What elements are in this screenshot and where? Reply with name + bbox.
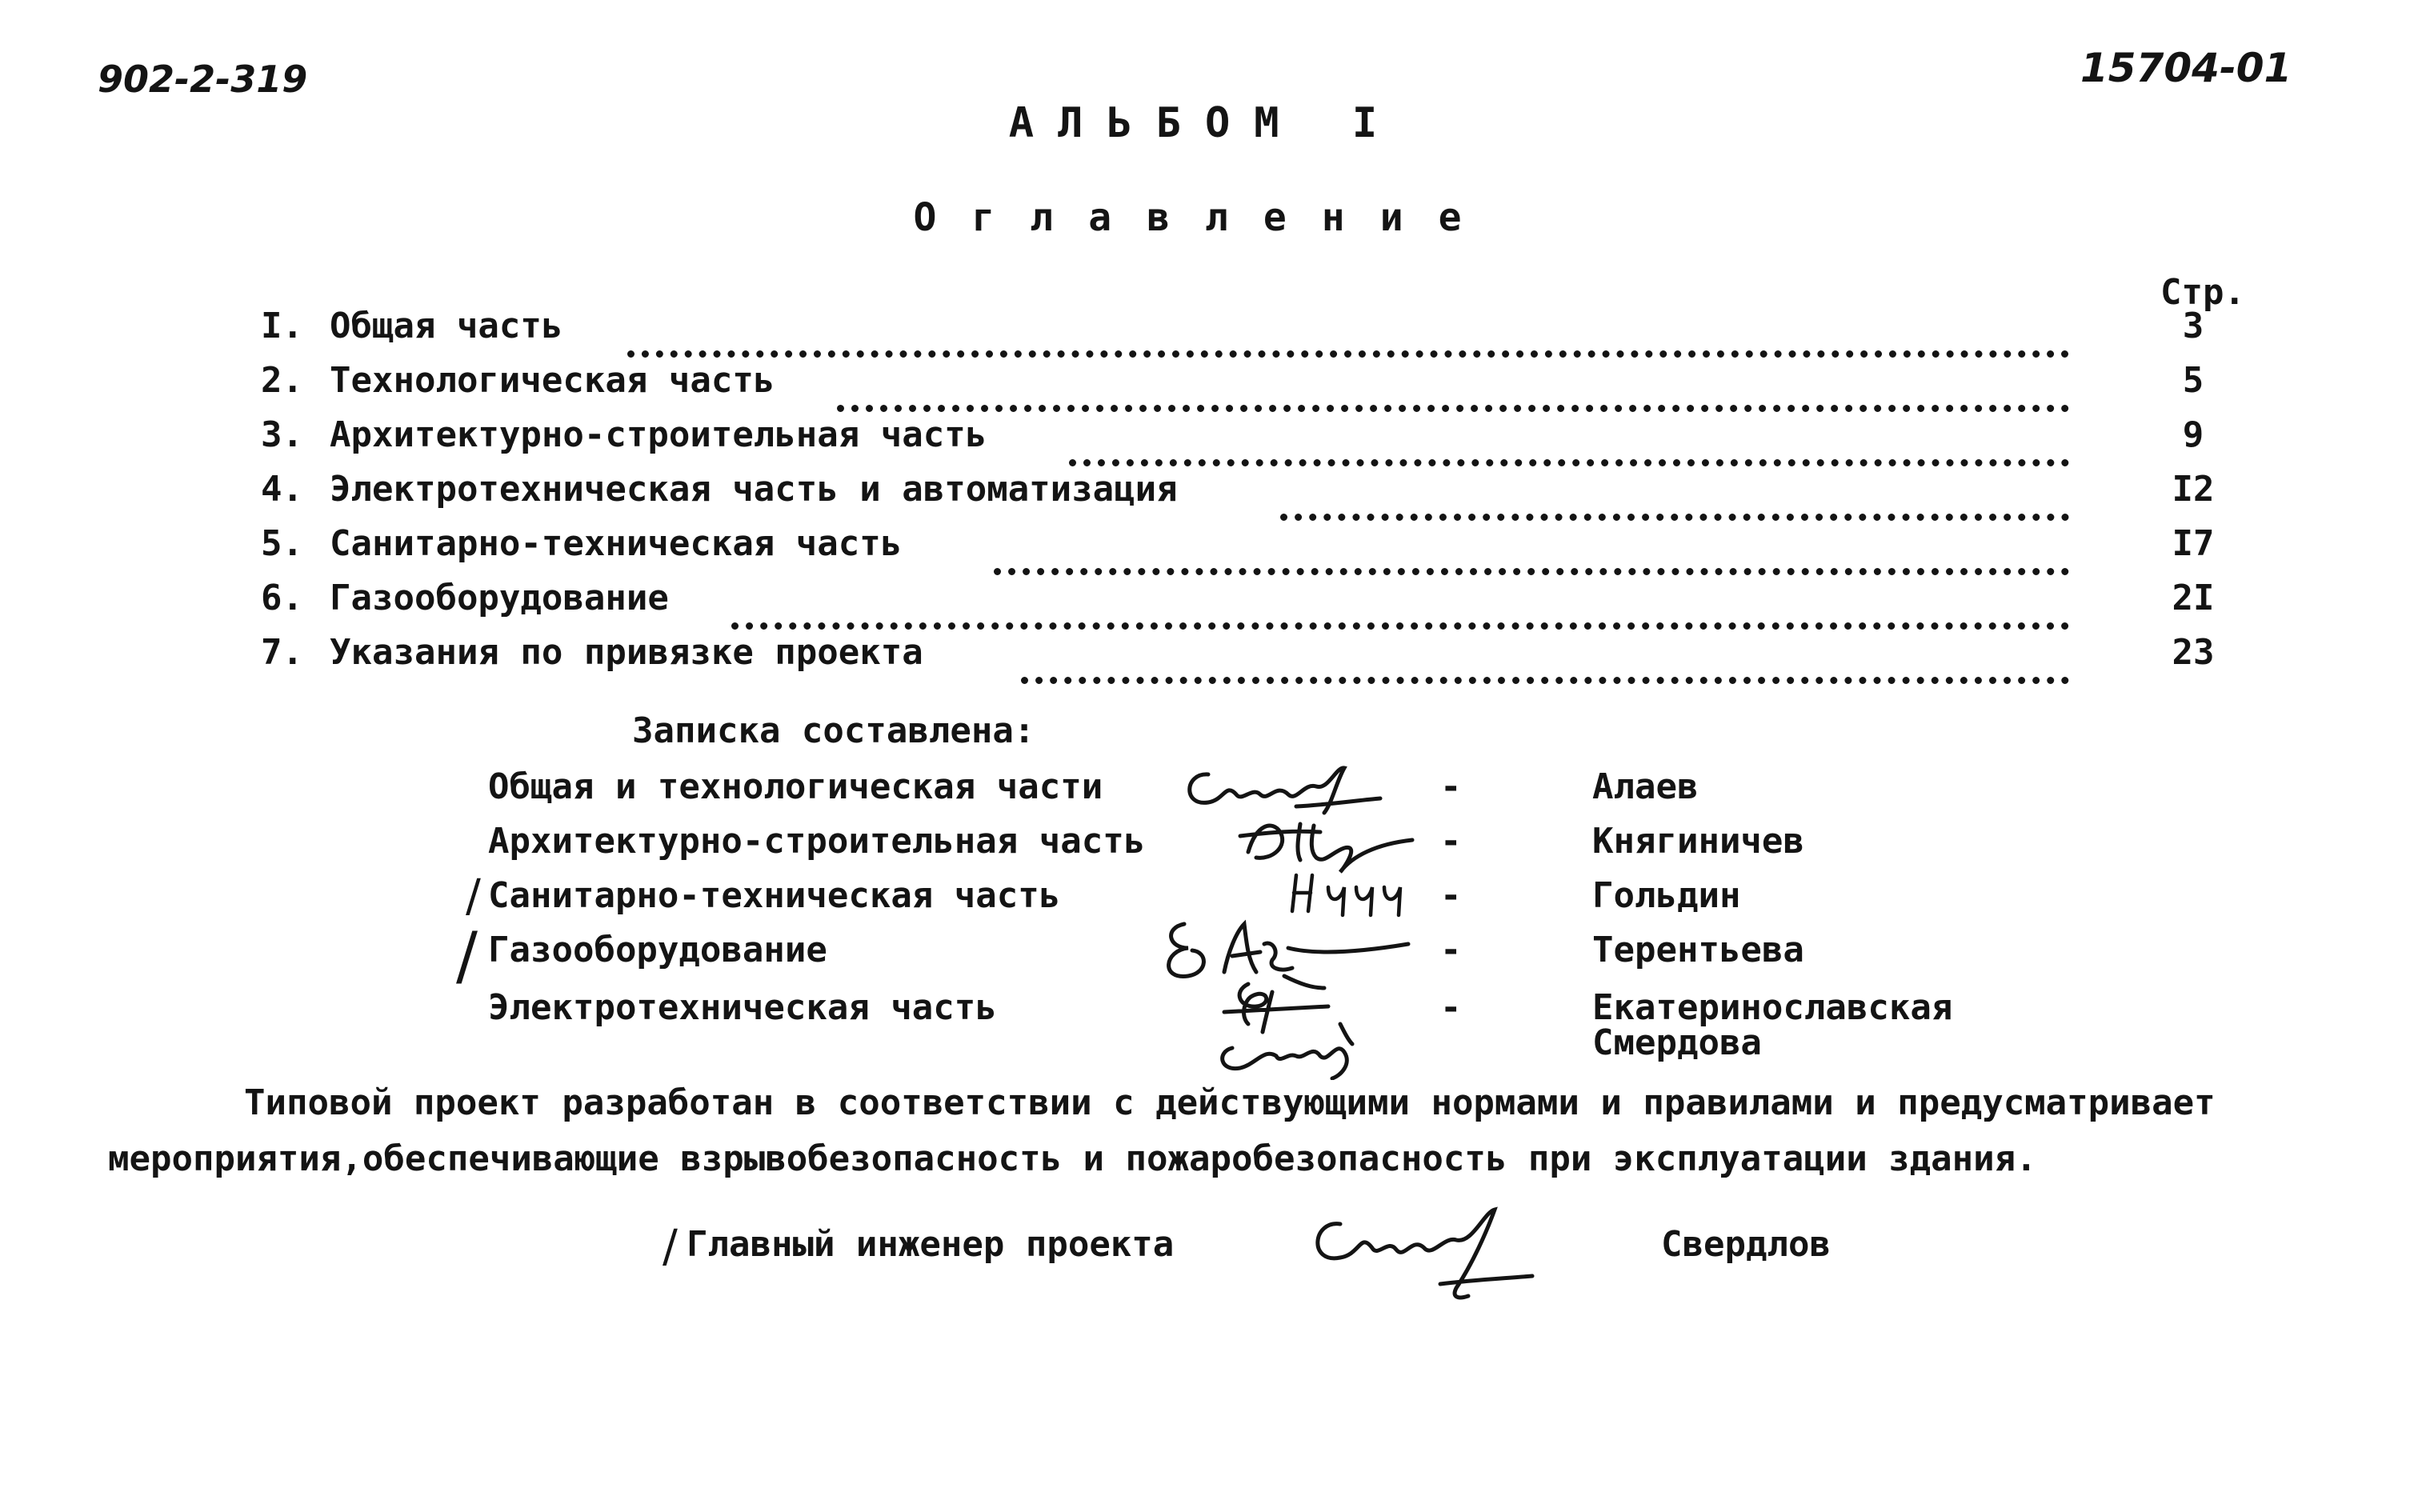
toc-title: Общая часть <box>330 306 563 346</box>
toc-leader-dots <box>1069 414 2069 466</box>
compiler-dash: - <box>1440 875 1462 916</box>
signature-icon <box>1296 1200 1536 1304</box>
statement-line: Типовой проект разработан в соответствии с действующими нормами и правилами и предусматривает <box>244 1082 2216 1123</box>
toc-row <box>261 414 2261 469</box>
toc-number: 7. <box>261 632 303 673</box>
compiler-name: Смердова <box>1592 1022 1762 1063</box>
toc-page: 5 <box>2182 360 2204 401</box>
compiler-part: Санитарно-техническая часть <box>488 875 1061 916</box>
compiler-name: Екатеринославская <box>1592 987 1953 1028</box>
compiler-dash: - <box>1440 930 1462 970</box>
toc-number: I. <box>261 306 303 346</box>
compiler-part: Архитектурно-строительная часть <box>488 821 1146 862</box>
toc-title: Указания по привязке проекта <box>330 632 923 673</box>
compiler-part: Общая и технологическая части <box>488 766 1103 807</box>
toc-title: Технологическая часть <box>330 360 775 401</box>
check-mark: / <box>663 1221 678 1273</box>
toc-leader-dots <box>1280 469 2069 521</box>
signature-icon <box>1200 976 1408 1080</box>
toc-title: Санитарно-техническая часть <box>330 523 903 564</box>
toc-number: 4. <box>261 469 303 510</box>
toc-title: Архитектурно-строительная часть <box>330 414 987 455</box>
toc-page: I2 <box>2172 469 2215 510</box>
check-mark: / <box>456 918 478 993</box>
toc-number: 3. <box>261 414 303 455</box>
compiler-name: Гольдин <box>1592 875 1741 916</box>
toc-number: 6. <box>261 578 303 618</box>
compiler-part: Газооборудование <box>488 930 827 970</box>
album-title: АЛЬБОМ I <box>1008 99 1402 147</box>
chief-engineer-label: Главный инженер проекта <box>687 1224 1175 1265</box>
compiler-dash: - <box>1440 987 1462 1028</box>
document-code: 902-2-319 <box>98 58 308 101</box>
toc-row <box>261 578 2261 632</box>
compiler-name: Княгиничев <box>1592 821 1804 862</box>
toc-page: 3 <box>2182 306 2204 346</box>
compiler-dash: - <box>1440 766 1462 807</box>
check-mark: / <box>466 870 481 922</box>
inventory-number: 15704-01 <box>2080 45 2292 91</box>
toc-title: Электротехническая часть и автоматизация <box>330 469 1178 510</box>
toc-page: 23 <box>2172 632 2215 673</box>
toc-page: I7 <box>2172 523 2215 564</box>
toc-row <box>261 523 2261 578</box>
toc-leader-dots <box>837 360 2069 412</box>
toc-row <box>261 632 2261 686</box>
toc-row <box>261 469 2261 523</box>
toc-page: 9 <box>2182 414 2204 455</box>
toc-leader-dots <box>1021 632 2069 684</box>
toc-leader-dots <box>731 578 2069 630</box>
toc-title: Газооборудование <box>330 578 669 618</box>
page-column-label: Стр. <box>2160 272 2245 313</box>
toc-number: 5. <box>261 523 303 564</box>
project-statement <box>108 1075 2332 1187</box>
toc-page: 2I <box>2172 578 2215 618</box>
toc-row <box>261 360 2261 414</box>
compiler-dash: - <box>1440 821 1462 862</box>
compiled-by-heading: Записка составлена: <box>632 710 1035 751</box>
compiler-name: Алаев <box>1592 766 1699 807</box>
chief-engineer-name: Свердлов <box>1661 1224 1831 1265</box>
contents-title: Оглавление <box>913 195 1497 240</box>
compiler-name: Терентьева <box>1592 930 1804 970</box>
table-of-contents <box>261 306 2261 686</box>
statement-line: мероприятия,обеспечивающие взрывобезопасность и пожаробезопасность при эксплуатации здания. <box>108 1138 2037 1179</box>
toc-leader-dots <box>627 306 2069 358</box>
compiler-part: Электротехническая часть <box>488 987 997 1028</box>
toc-leader-dots <box>994 523 2069 575</box>
toc-number: 2. <box>261 360 303 401</box>
toc-row <box>261 306 2261 360</box>
